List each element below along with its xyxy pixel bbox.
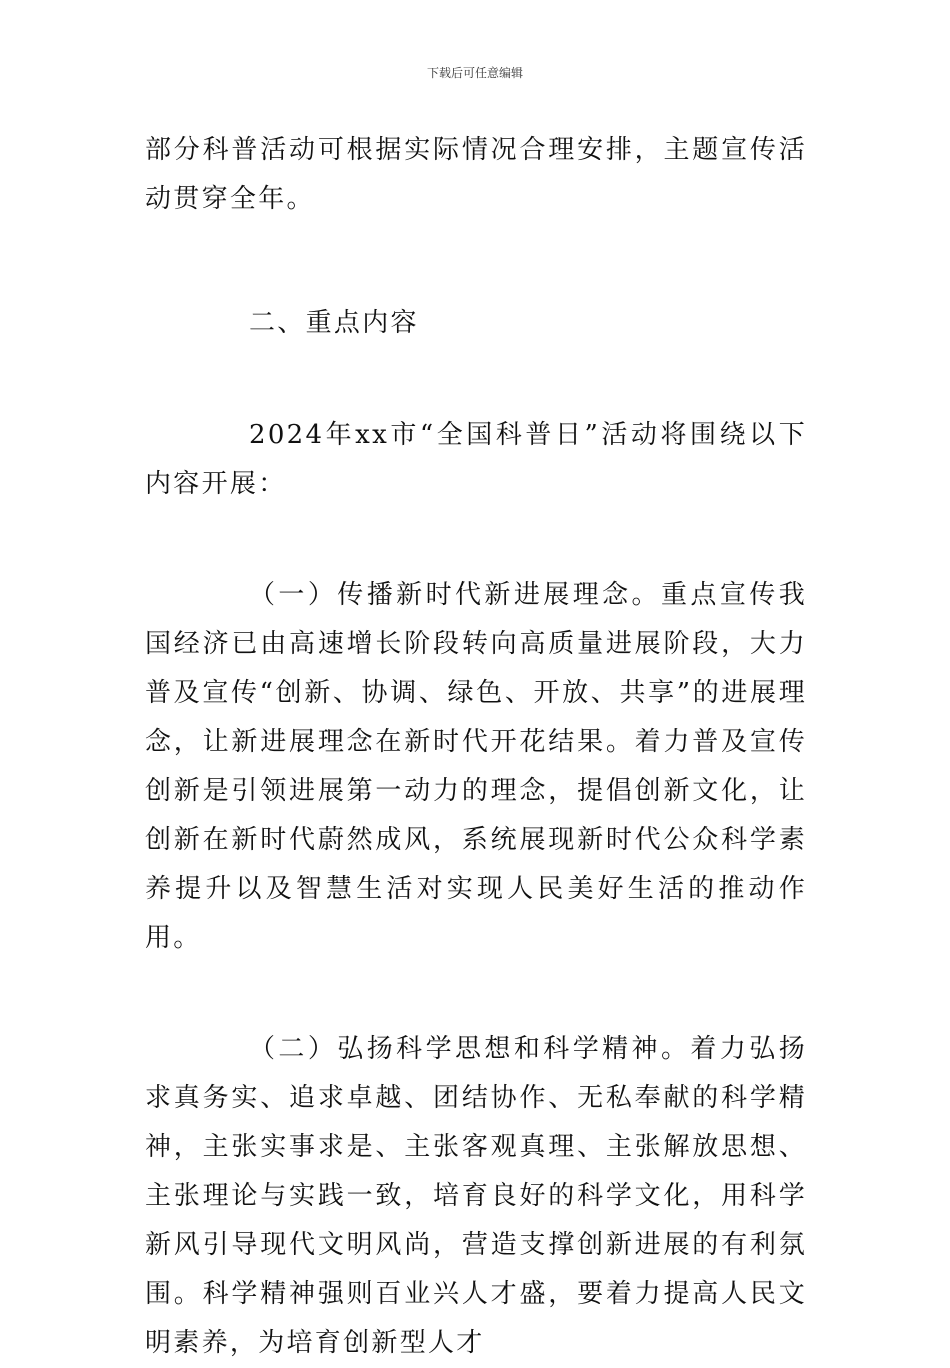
page-header-note: 下载后可任意编辑	[426, 66, 523, 80]
item-1-paragraph: （一）传播新时代新进展理念。重点宣传我国经济已由高速增长阶段转向高质量进展阶段，大力普及宣传“创新、协调、绿色、开放、共享”的进展理念，让新进展理念在新时代开花结果。着力普及宣传创新是引领进展第一动力的理念，提倡创新文化，让创新在新时代蔚然成风，系统展现新时代公众科学素养提升以及智慧生活对实现人民美好生活的推动作用。	[145, 580, 807, 953]
document-body	[145, 126, 807, 1368]
section-heading: 二、重点内容	[249, 308, 419, 338]
intro-paragraph: 2024年xx市“全国科普日”活动将围绕以下内容开展：	[145, 420, 807, 499]
item-2-paragraph: （二）弘扬科学思想和科学精神。着力弘扬求真务实、追求卓越、团结协作、无私奉献的科学精神，主张实事求是、主张客观真理、主张解放思想、主张理论与实践一致，培育良好的科学文化，用科学新风引导现代文明风尚，营造支撑创新进展的有利氛围。科学精神强则百业兴人才盛，要着力提高人民文明素养，为培育创新型人才	[145, 1034, 807, 1358]
continued-paragraph: 部分科普活动可根据实际情况合理安排，主题宣传活动贯穿全年。	[145, 135, 807, 214]
